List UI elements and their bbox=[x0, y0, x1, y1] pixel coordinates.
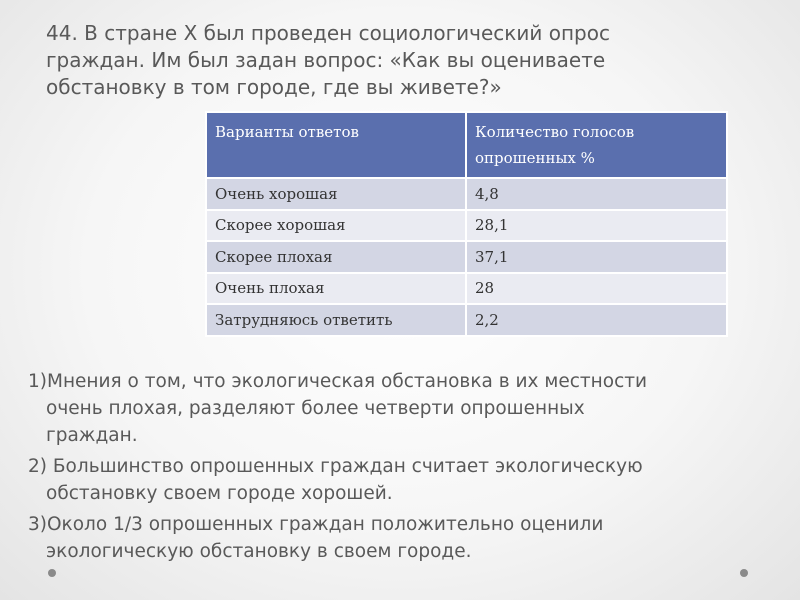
title-line: 44. В стране Х был проведен социологический опрос bbox=[46, 21, 610, 45]
votes-percent-cell: 28 bbox=[466, 273, 727, 305]
statement-line: 2) Большинство опрошенных граждан считает экологическую bbox=[28, 456, 643, 477]
statement-line: экологическую обстановку в своем городе. bbox=[46, 541, 472, 562]
statement-3 bbox=[28, 511, 773, 565]
table-row bbox=[206, 273, 727, 305]
statement-line: граждан. bbox=[46, 425, 138, 446]
answer-option-cell: Скорее плохая bbox=[206, 241, 466, 273]
decorative-dot-icon bbox=[740, 569, 748, 577]
table-row bbox=[206, 241, 727, 273]
answer-option-cell: Затрудняюсь ответить bbox=[206, 304, 466, 336]
decorative-dot-icon bbox=[48, 569, 56, 577]
answer-option-cell: Очень плохая bbox=[206, 273, 466, 305]
table-row bbox=[206, 178, 727, 210]
survey-results-table bbox=[205, 111, 728, 337]
answer-option-cell: Скорее хорошая bbox=[206, 210, 466, 242]
statement-line: 1)Мнения о том, что экологическая обстановка в их местности bbox=[28, 371, 648, 392]
title-line: граждан. Им был задан вопрос: «Как вы оцениваете bbox=[46, 48, 606, 72]
table-row bbox=[206, 304, 727, 336]
votes-percent-cell: 37,1 bbox=[466, 241, 727, 273]
votes-percent-cell: 2,2 bbox=[466, 304, 727, 336]
statement-1 bbox=[28, 368, 773, 449]
statement-2 bbox=[28, 453, 773, 507]
statement-line: 3)Около 1/3 опрошенных граждан положительно оценили bbox=[28, 514, 604, 535]
title-line: обстановку в том городе, где вы живете?» bbox=[46, 75, 502, 99]
column-header-answer-options: Варианты ответов bbox=[206, 112, 466, 178]
statement-line: обстановку своем городе хорошей. bbox=[46, 483, 393, 504]
statements-list bbox=[28, 368, 773, 569]
column-header-votes-percent: Количество голосов опрошенных % bbox=[466, 112, 727, 178]
votes-percent-cell: 28,1 bbox=[466, 210, 727, 242]
answer-option-cell: Очень хорошая bbox=[206, 178, 466, 210]
statement-line: очень плохая, разделяют более четверти опрошенных bbox=[46, 398, 585, 419]
table-header-row bbox=[206, 112, 727, 178]
question-title bbox=[46, 20, 766, 101]
votes-percent-cell: 4,8 bbox=[466, 178, 727, 210]
table-row bbox=[206, 210, 727, 242]
